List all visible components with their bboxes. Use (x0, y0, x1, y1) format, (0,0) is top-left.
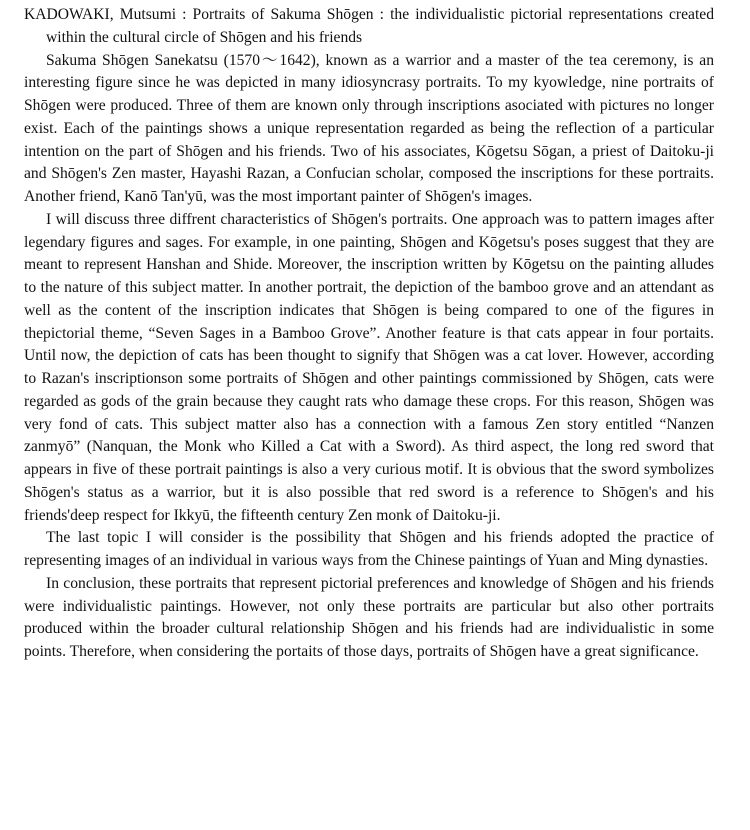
abstract-page (24, 4, 714, 664)
abstract-paragraph-4: In conclusion, these portraits that represent pictorial preferences and knowledge of Shōgen and his friends were individualistic paintings. However, not only these portraits are particular but also other portraits produced within the broader cultural relationship Shōgen and his friends had are individualistic in some points. Therefore, when considering the portaits of those days, portraits of Shōgen have a great significance. (24, 574, 714, 660)
abstract-paragraph-1: Sakuma Shōgen Sanekatsu (1570〜1642), known as a warrior and a master of the tea ceremony, is an interesting figure since he was depicted in many idiosyncrasy portraits. To my kyowledge, nine portraits of Shōgen were produced. Three of them are known only through inscriptions asociated with pictures no longer exist. Each of the paintings shows a unique representation regarded as being the reflection of a particular intention on the part of Shōgen and his friends. Two of his associates, Kōgetsu Sōgan, a priest of Daitoku-ji and Shōgen's Zen master, Hayashi Razan, a Confucian scholar, composed the inscriptions for these portraits. Another friend, Kanō Tan'yū, was the most important painter of Shōgen's images. (24, 51, 714, 205)
abstract-paragraph-2: I will discuss three diffrent characteristics of Shōgen's portraits. One approach was to pattern images after legendary figures and sages. For example, in one painting, Shōgen and Kōgetsu's poses suggest that they are meant to represent Hanshan and Shide. Moreover, the inscription written by Kōgetsu on the painting alludes to the nature of this subject matter. In another portrait, the depiction of the bamboo grove and an attendant as well as the content of the inscription indicates that Shōgen is being compared to one of the figures in thepictorial theme, “Seven Sages in a Bamboo Grove”. Another feature is that cats appear in four portaits. Until now, the depiction of cats has been thought to signify that Shōgen was a cat lover. However, according to Razan's inscriptionson some portraits of Shōgen and other paintings commissioned by Shōgen, cats were regarded as gods of the grain because they caught rats who damage these crops. For this reason, Shōgen was very fond of cats. This subject matter also has a connection with a famous Zen story entitled “Nanzen zanmyō” (Nanquan, the Monk who Killed a Cat with a Sword). As third aspect, the long red sword that appears in five of these portrait paintings is also a very curious motif. It is obvious that the sword symbolizes Shōgen's status as a warrior, but it is also possible that red sword is a reference to Shōgen's and his friends'deep respect for Ikkyū, the fifteenth century Zen monk of Daitoku-ji. (24, 210, 714, 524)
abstract-heading: KADOWAKI, Mutsumi : Portraits of Sakuma Shōgen : the individualistic pictorial representations created within the cultural circle of Shōgen and his friends (24, 6, 714, 46)
abstract-paragraph-3: The last topic I will consider is the possibility that Shōgen and his friends adopted the practice of representing images of an individual in various ways from the Chinese paintings of Yuan and Ming dynasties. (24, 529, 714, 569)
